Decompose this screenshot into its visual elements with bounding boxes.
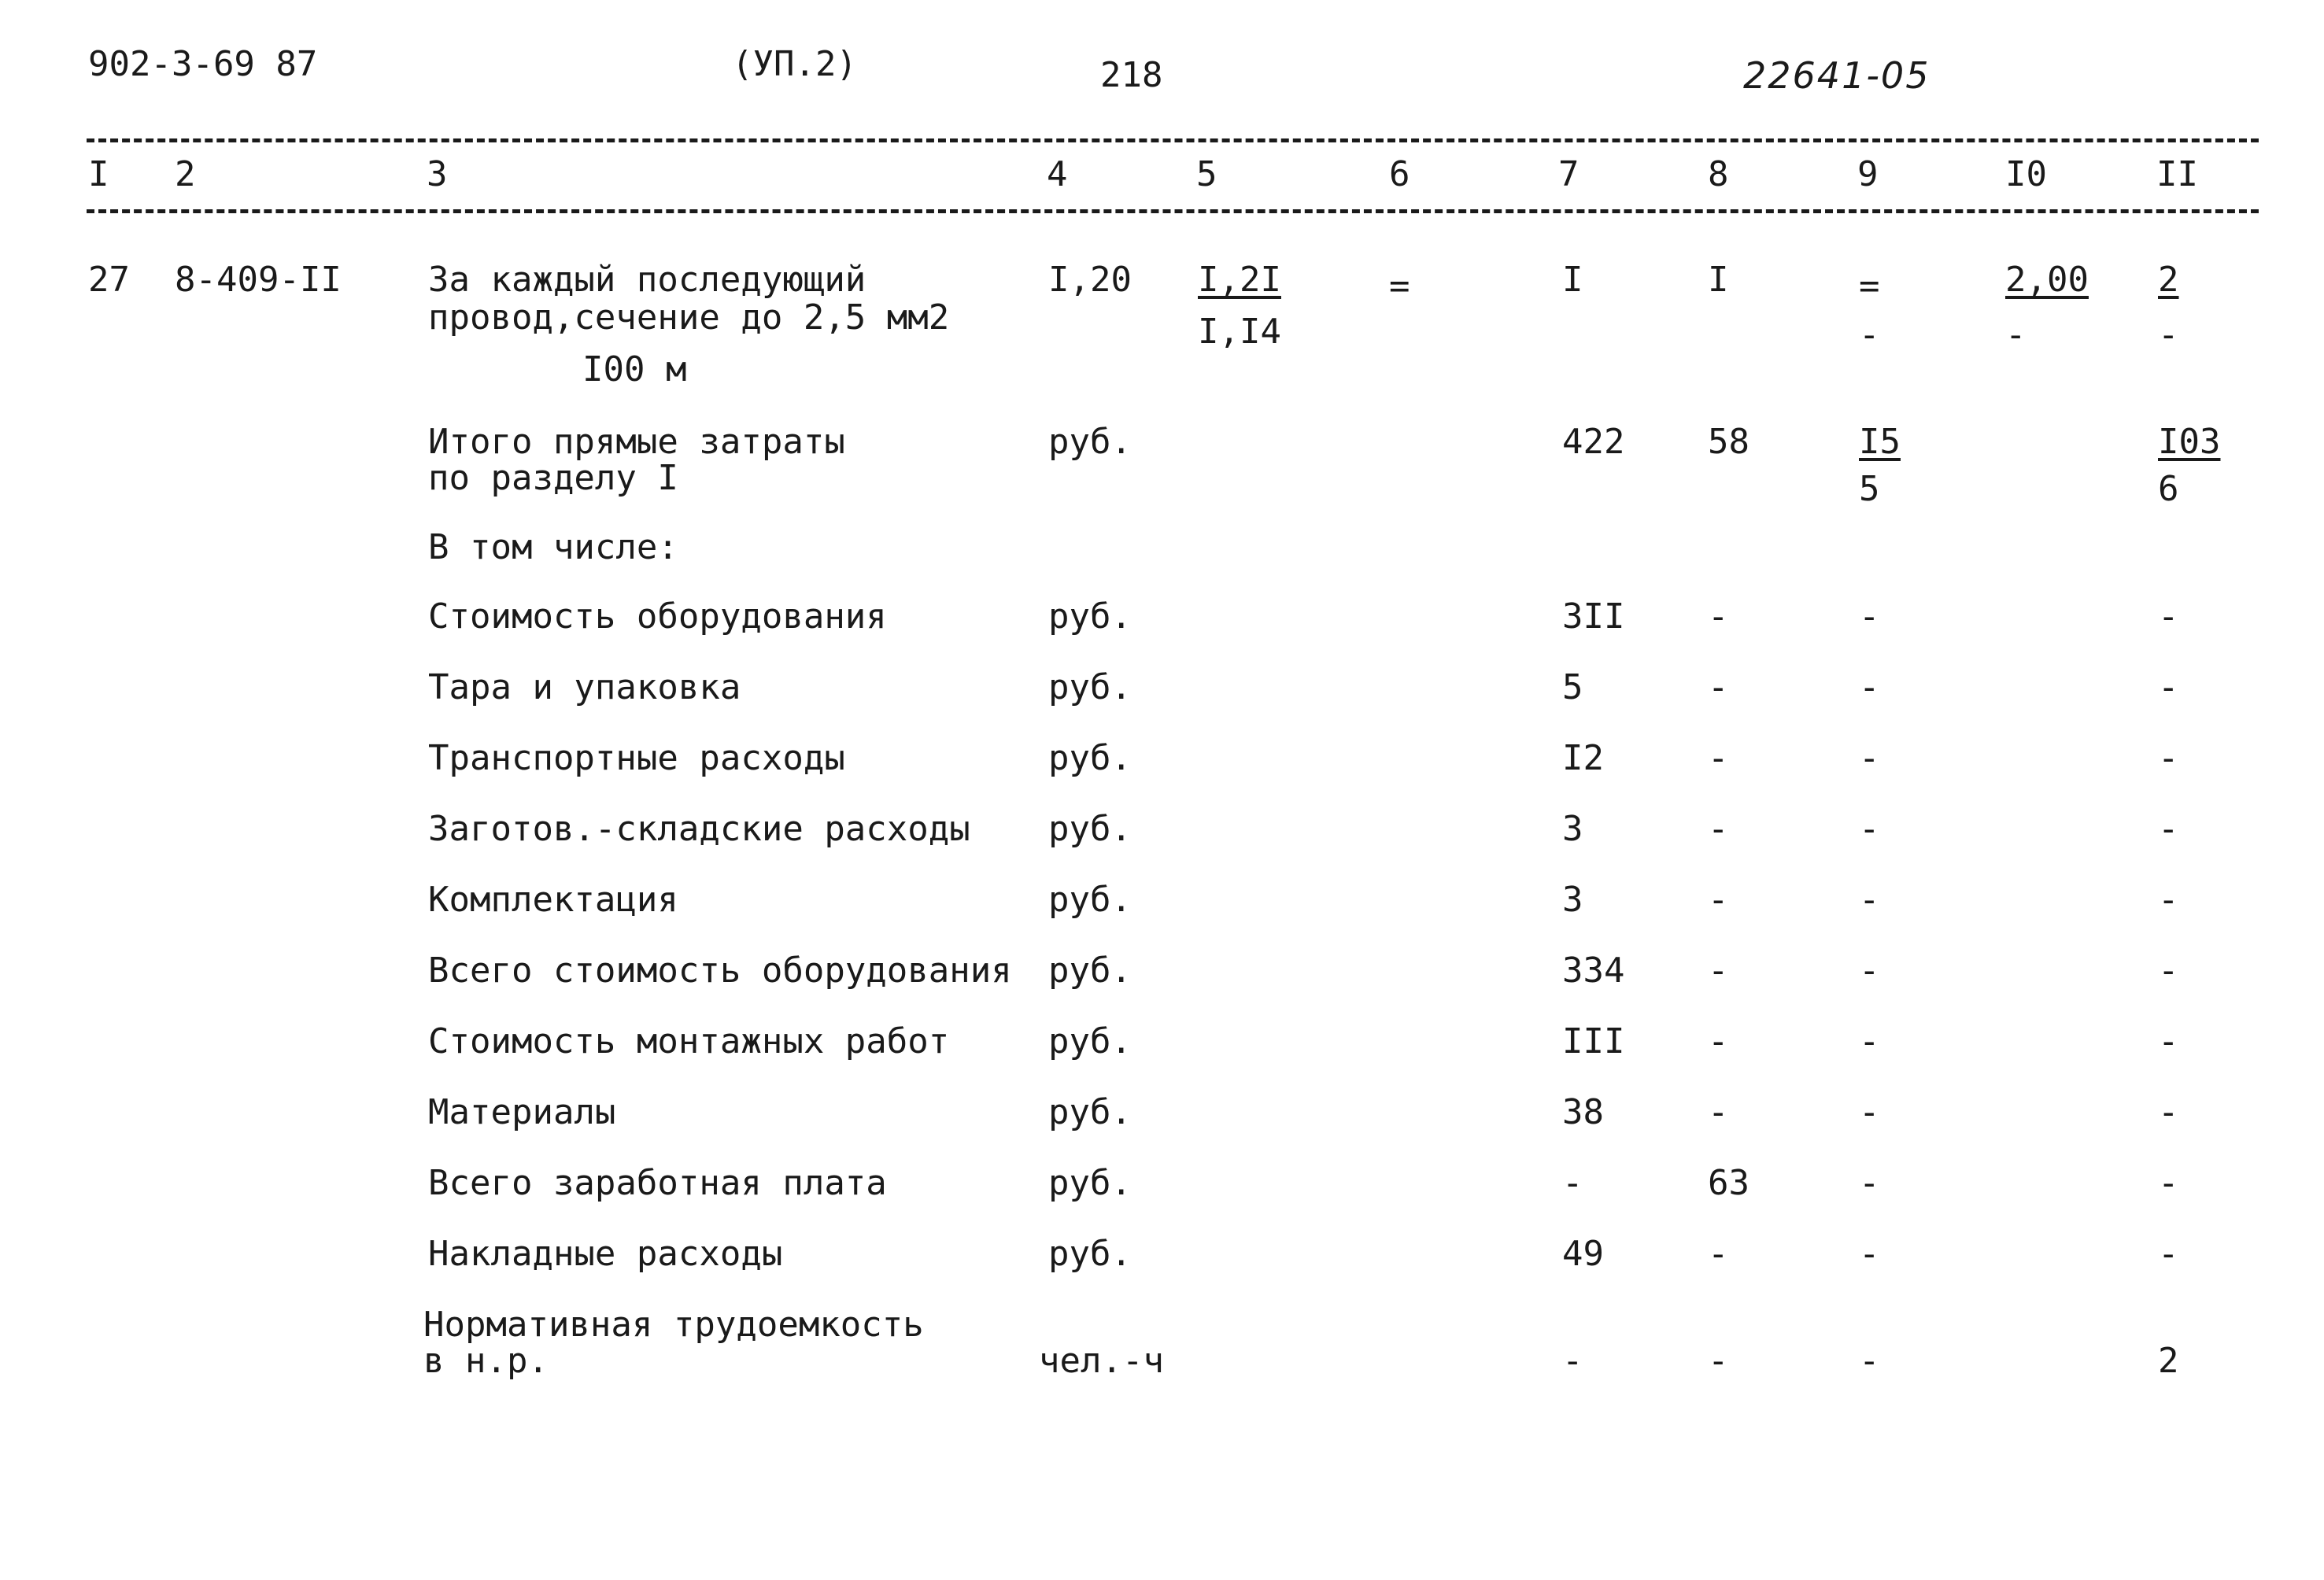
labor-col8: - (1708, 1341, 1729, 1381)
breakdown-col7: 3 (1562, 880, 1583, 920)
breakdown-col11: - (2158, 951, 2179, 991)
total-col11-bottom: 6 (2158, 469, 2179, 509)
breakdown-name: Тара и упаковка (428, 667, 741, 707)
item-name-line2: провод,сечение до 2,5 мм2 (428, 297, 950, 338)
breakdown-name: Всего стоимость оборудования (428, 951, 1012, 991)
breakdown-name: Комплектация (428, 880, 678, 920)
breakdown-col8: - (1708, 1092, 1729, 1132)
item-col10-top: 2,00 (2005, 260, 2089, 300)
breakdown-unit: руб. (1048, 596, 1132, 637)
breakdown-col7: - (1562, 1163, 1583, 1203)
breakdown-col7: 49 (1562, 1234, 1604, 1274)
breakdown-col7: 334 (1562, 951, 1625, 991)
breakdown-col7: I2 (1562, 738, 1604, 778)
total-name-line2: по разделу I (428, 458, 678, 498)
labor-name-line2: в н.р. (423, 1341, 549, 1381)
item-col5-top: I,2I (1198, 260, 1281, 300)
breakdown-col9: - (1859, 1163, 1880, 1203)
breakdown-col9: - (1859, 1092, 1880, 1132)
total-col11-top: I03 (2158, 422, 2221, 462)
column-number: II (2156, 154, 2198, 194)
page-number: 218 (1100, 55, 1163, 95)
column-number: I (88, 154, 109, 194)
breakdown-name: Заготов.-складские расходы (428, 809, 970, 849)
item-row-number: 27 (88, 260, 130, 300)
item-col7: I (1562, 260, 1583, 300)
breakdown-unit: руб. (1048, 880, 1132, 920)
breakdown-col8: - (1708, 1234, 1729, 1274)
total-col7: 422 (1562, 422, 1625, 462)
breakdown-col8: - (1708, 880, 1729, 920)
breakdown-col8: - (1708, 1021, 1729, 1061)
column-number: 3 (427, 154, 448, 194)
item-code: 8-409-II (175, 260, 342, 300)
breakdown-name: Всего заработная плата (428, 1163, 887, 1203)
breakdown-col8: - (1708, 667, 1729, 707)
breakdown-col11: - (2158, 809, 2179, 849)
breakdown-col7: 3 (1562, 809, 1583, 849)
breakdown-unit: руб. (1048, 951, 1132, 991)
breakdown-col9: - (1859, 1234, 1880, 1274)
breakdown-col7: 3II (1562, 596, 1625, 637)
album-label: (УП.2) (732, 44, 857, 84)
breakdown-col8: 63 (1708, 1163, 1749, 1203)
labor-col7: - (1562, 1341, 1583, 1381)
item-col8: I (1708, 260, 1729, 300)
total-col9-top: I5 (1859, 422, 1901, 462)
breakdown-col7: III (1562, 1021, 1625, 1061)
breakdown-col9: - (1859, 1021, 1880, 1061)
breakdown-col9: - (1859, 880, 1880, 920)
column-number: 4 (1047, 154, 1068, 194)
item-col6: = (1389, 266, 1410, 306)
item-col11-top: 2 (2158, 260, 2179, 300)
item-quantity: I,20 (1048, 260, 1132, 300)
breakdown-unit: руб. (1048, 1163, 1132, 1203)
inventory-number: 22641-05 (1743, 54, 1931, 97)
breakdown-col11: - (2158, 596, 2179, 637)
breakdown-unit: руб. (1048, 1234, 1132, 1274)
breakdown-col9: - (1859, 738, 1880, 778)
breakdown-col8: - (1708, 809, 1729, 849)
breakdown-col9: - (1859, 809, 1880, 849)
breakdown-col8: - (1708, 738, 1729, 778)
total-col8: 58 (1708, 422, 1749, 462)
labor-col11: 2 (2158, 1341, 2179, 1381)
labor-col9: - (1859, 1341, 1880, 1381)
labor-unit: чел.-ч (1039, 1341, 1164, 1381)
column-number: 6 (1389, 154, 1410, 194)
breakdown-col7: 5 (1562, 667, 1583, 707)
breakdown-col11: - (2158, 1234, 2179, 1274)
item-name-line1: За каждый последующий (428, 260, 866, 300)
breakdown-unit: руб. (1048, 1021, 1132, 1061)
breakdown-col8: - (1708, 596, 1729, 637)
item-col5-bottom: I,I4 (1198, 312, 1281, 352)
breakdown-col11: - (2158, 1092, 2179, 1132)
breakdown-col9: - (1859, 951, 1880, 991)
column-number: 5 (1196, 154, 1217, 194)
item-col11-bottom: - (2158, 315, 2179, 355)
breakdown-name: Стоимость оборудования (428, 596, 887, 637)
item-col10-bottom: - (2005, 315, 2027, 355)
breakdown-col9: - (1859, 596, 1880, 637)
column-number: I0 (2005, 154, 2047, 194)
breakdown-col11: - (2158, 1163, 2179, 1203)
breakdown-name: Материалы (428, 1092, 616, 1132)
header-top-rule (87, 138, 2259, 142)
column-number: 8 (1708, 154, 1729, 194)
breakdown-col9: - (1859, 667, 1880, 707)
project-code: 902-3-69 87 (88, 44, 318, 84)
breakdown-col11: - (2158, 667, 2179, 707)
including-label: В том числе: (428, 527, 678, 567)
breakdown-name: Накладные расходы (428, 1234, 783, 1274)
breakdown-col11: - (2158, 738, 2179, 778)
total-col9-bottom: 5 (1859, 469, 1880, 509)
total-name-line1: Итого прямые затраты (428, 422, 845, 462)
total-unit: руб. (1048, 422, 1132, 462)
breakdown-name: Транспортные расходы (428, 738, 845, 778)
breakdown-col11: - (2158, 1021, 2179, 1061)
breakdown-col8: - (1708, 951, 1729, 991)
breakdown-unit: руб. (1048, 738, 1132, 778)
breakdown-unit: руб. (1048, 809, 1132, 849)
breakdown-unit: руб. (1048, 1092, 1132, 1132)
breakdown-unit: руб. (1048, 667, 1132, 707)
header-bottom-rule (87, 209, 2259, 213)
item-col9-bottom: - (1859, 315, 1880, 355)
breakdown-col7: 38 (1562, 1092, 1604, 1132)
labor-name-line1: Нормативная трудоемкость (423, 1305, 924, 1345)
breakdown-col11: - (2158, 880, 2179, 920)
item-unit: I00 м (582, 349, 687, 389)
item-col9-top: = (1859, 266, 1880, 306)
column-number: 2 (175, 154, 196, 194)
column-number: 9 (1857, 154, 1879, 194)
breakdown-name: Стоимость монтажных работ (428, 1021, 950, 1061)
column-number: 7 (1558, 154, 1580, 194)
